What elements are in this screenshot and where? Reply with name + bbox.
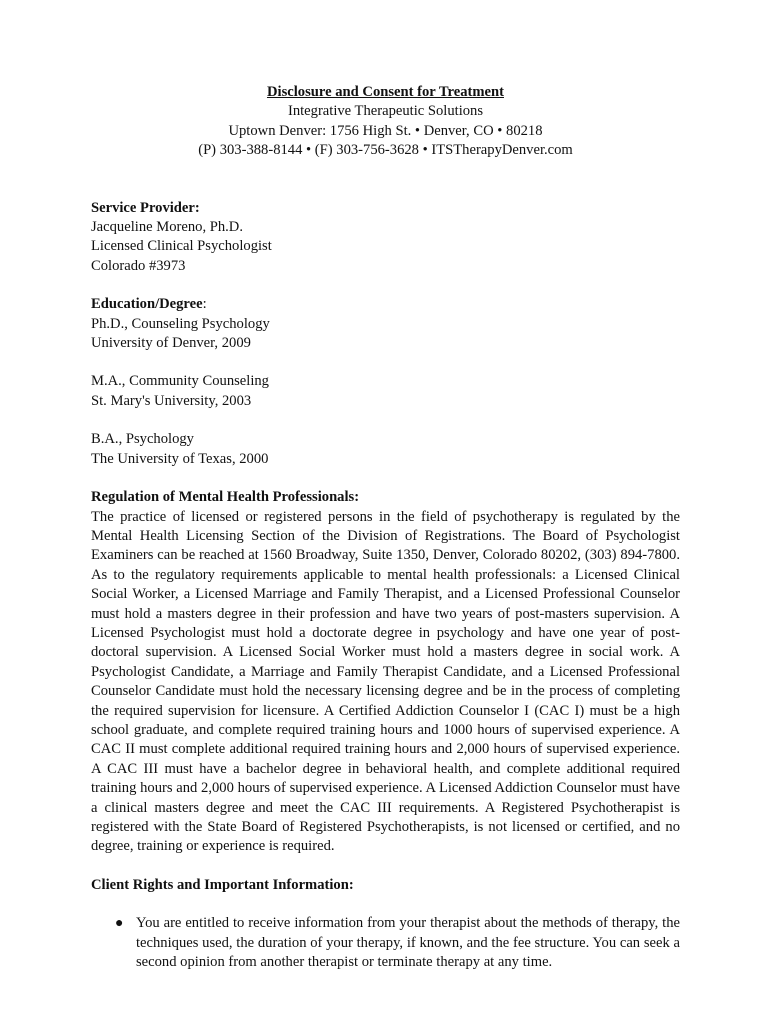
provider-title: Licensed Clinical Psychologist [91, 238, 272, 255]
list-item [91, 914, 680, 972]
regulation-section [91, 488, 680, 857]
education-heading [91, 295, 680, 314]
service-provider-section [91, 199, 680, 277]
bullet-icon: ● [115, 916, 124, 932]
organization-name: Integrative Therapeutic Solutions [287, 103, 484, 120]
document-title: Disclosure and Consent for Treatment [266, 84, 504, 100]
provider-license: Colorado #3973 [91, 257, 186, 274]
degree-entry: M.A., Community Counseling [91, 373, 269, 390]
degree-school: The University of Texas, 2000 [91, 450, 269, 467]
organization-contact: (P) 303-388-8144 • (F) 303-756-3628 • ITSTherapyDenver.com [198, 142, 573, 159]
regulation-label: Regulation of Mental Health Professionals: [91, 489, 360, 506]
education-section [91, 295, 680, 353]
document-header [91, 83, 680, 161]
degree-school: University of Denver, 2009 [91, 335, 251, 352]
client-rights-label: Client Rights and Important Information: [91, 876, 354, 893]
regulation-paragraph: The practice of licensed or registered persons in the field of psychotherapy is regulated by the Mental Health Licensing Section of the Division of Registrations. The Board of Psychologist Examiners can be reached at 1560 Broadway, Suite 1350, Denver, Colorado 80202, (303) 894-7800. As to the regulatory requirements applicable to mental health professionals: a Licensed Clinical Social Worker, a Licensed Marriage and Family Therapist, and a Licensed Professional Counselor must hold a masters degree in their profession and have two years of post-masters supervision. A Licensed Psychologist must hold a doctorate degree in psychology and have one year of post-doctoral supervision. A Licensed Social Worker must hold a masters degree in social work. A Psychologist Candidate, a Marriage and Family Therapist Candidate, and a Licensed Professional Counselor Candidate must hold the necessary licensing degree and be in the process of completing the required supervision for licensure. A Certified Addiction Counselor I (CAC I) must be a high school graduate, and complete required training hours and 1000 hours of supervised experience. A CAC II must complete additional required training hours and 2,000 hours of supervised experience. A CAC III must have a bachelor degree in behavioral health, and complete additional required training hours and 2,000 hours of supervised experience. A Licensed Addiction Counselor must have a clinical masters degree and meet the CAC III requirements. A Registered Psychotherapist is registered with the State Board of Registered Psychotherapists, is not licensed or certified, and no degree, training or experience is required. [91, 508, 680, 855]
provider-name: Jacqueline Moreno, Ph.D. [91, 219, 243, 236]
service-provider-label: Service Provider: [91, 199, 200, 216]
document-page [91, 83, 680, 991]
education-label: Education/Degree [91, 296, 203, 313]
education-colon: : [202, 296, 207, 313]
education-entry [91, 372, 680, 411]
client-rights-section [91, 876, 680, 973]
degree-school: St. Mary's University, 2003 [91, 392, 252, 409]
organization-address: Uptown Denver: 1756 High St. • Denver, CO • 80218 [228, 122, 543, 139]
list-item-text: You are entitled to receive information from your therapist about the methods of therapy, the techniques used, the duration of your therapy, if known, and the fee structure. You can seek a second opinion from another therapist or terminate therapy at any time. [136, 915, 680, 971]
degree-entry: B.A., Psychology [91, 431, 194, 448]
degree-entry: Ph.D., Counseling Psychology [91, 315, 270, 332]
client-rights-list [91, 914, 680, 972]
education-entry [91, 430, 680, 469]
